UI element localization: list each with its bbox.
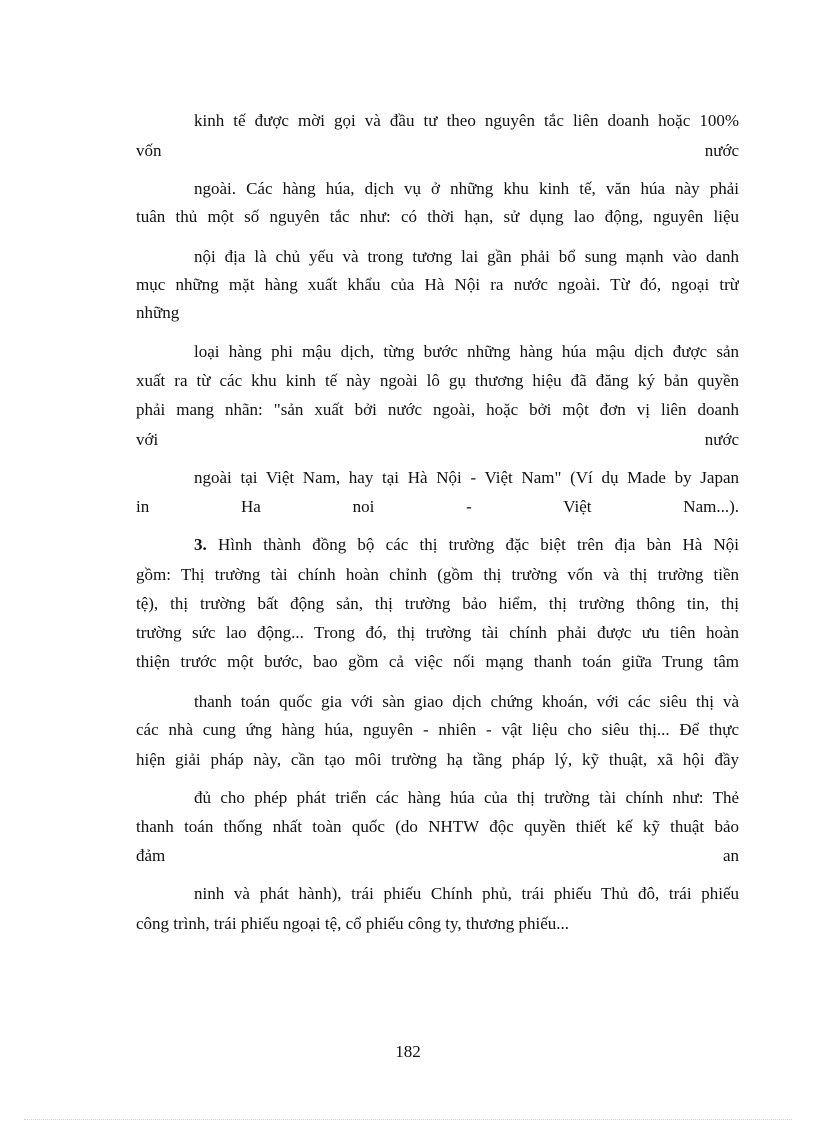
text-line: đủ cho phép phát triển các hàng húa của thị trường tài chính như: Thẻ — [194, 788, 739, 807]
text-line: công trình, trái phiếu ngoại tệ, cổ phiếu công ty, thương phiếu... — [136, 914, 570, 933]
text-line: thanh toán quốc gia với sàn giao dịch chứng khoán, với các siêu thị và — [194, 692, 739, 711]
text-line: ninh và phát hành), trái phiếu Chính phủ, trái phiếu Thủ đô, trái phiếu — [194, 884, 739, 903]
text-line: các nhà cung ứng hàng húa, nguyên - nhiên - vật liệu cho siêu thị... Để thực — [136, 720, 739, 739]
text-line: gồm: Thị trường tài chính hoàn chỉnh (gồm thị trường vốn và thị trường tiền — [136, 565, 739, 584]
text-line: phải mang nhãn: "sản xuất bởi nước ngoài, hoặc bởi một đơn vị liên doanh — [136, 400, 739, 419]
text-line: mục những mặt hàng xuất khẩu của Hà Nội ra nước ngoài. Từ đó, ngoại trừ — [136, 275, 739, 294]
page-number: 182 — [395, 1042, 421, 1061]
text-line: trường sức lao động... Trong đó, thị trường tài chính phải được ưu tiên hoàn — [136, 623, 739, 642]
text-line: kinh tế được mời gọi và đầu tư theo nguyên tắc liên doanh hoặc 100% — [194, 111, 739, 130]
text-line: với nước — [136, 430, 739, 449]
text-line: tuân thủ một số nguyên tắc như: có thời hạn, sử dụng lao động, nguyên liệu — [136, 207, 739, 226]
section-number: 3. — [194, 535, 207, 554]
text-line: đảm an — [136, 846, 739, 865]
text-line: ngoài tại Việt Nam, hay tại Hà Nội - Việt Nam" (Ví dụ Made by Japan — [194, 468, 739, 487]
section-heading-text: Hình thành đồng bộ các thị trường đặc biệt trên địa bàn Hà Nội — [206, 535, 739, 554]
section-heading-line — [194, 535, 739, 555]
text-line: thiện trước một bước, bao gồm cả việc nối mạng thanh toán giữa Trung tâm — [136, 652, 739, 671]
text-line: loại hàng phi mậu dịch, từng bước những hàng húa mậu dịch được sản — [194, 342, 739, 361]
text-line: vốn nước — [136, 141, 739, 160]
text-line: hiện giải pháp này, cần tạo môi trường hạ tầng pháp lý, kỹ thuật, xã hội đầy — [136, 750, 739, 769]
text-line: xuất ra từ các khu kinh tế này ngoài lô gụ thương hiệu đã đăng ký bản quyền — [136, 371, 739, 390]
text-line: in Ha noi - Việt Nam...). — [136, 497, 739, 516]
text-line: những — [136, 303, 180, 322]
text-line: ngoài. Các hàng húa, dịch vụ ở những khu kinh tế, văn húa này phải — [194, 179, 739, 198]
text-line: nội địa là chủ yếu và trong tương lai gần phải bổ sung mạnh vào danh — [194, 247, 739, 266]
text-line: tệ), thị trường bất động sản, thị trường bảo hiểm, thị trường thông tin, thị — [136, 594, 739, 613]
text-line: thanh toán thống nhất toàn quốc (do NHTW độc quyền thiết kế kỹ thuật bảo — [136, 817, 739, 836]
page-bottom-divider — [24, 1119, 792, 1120]
